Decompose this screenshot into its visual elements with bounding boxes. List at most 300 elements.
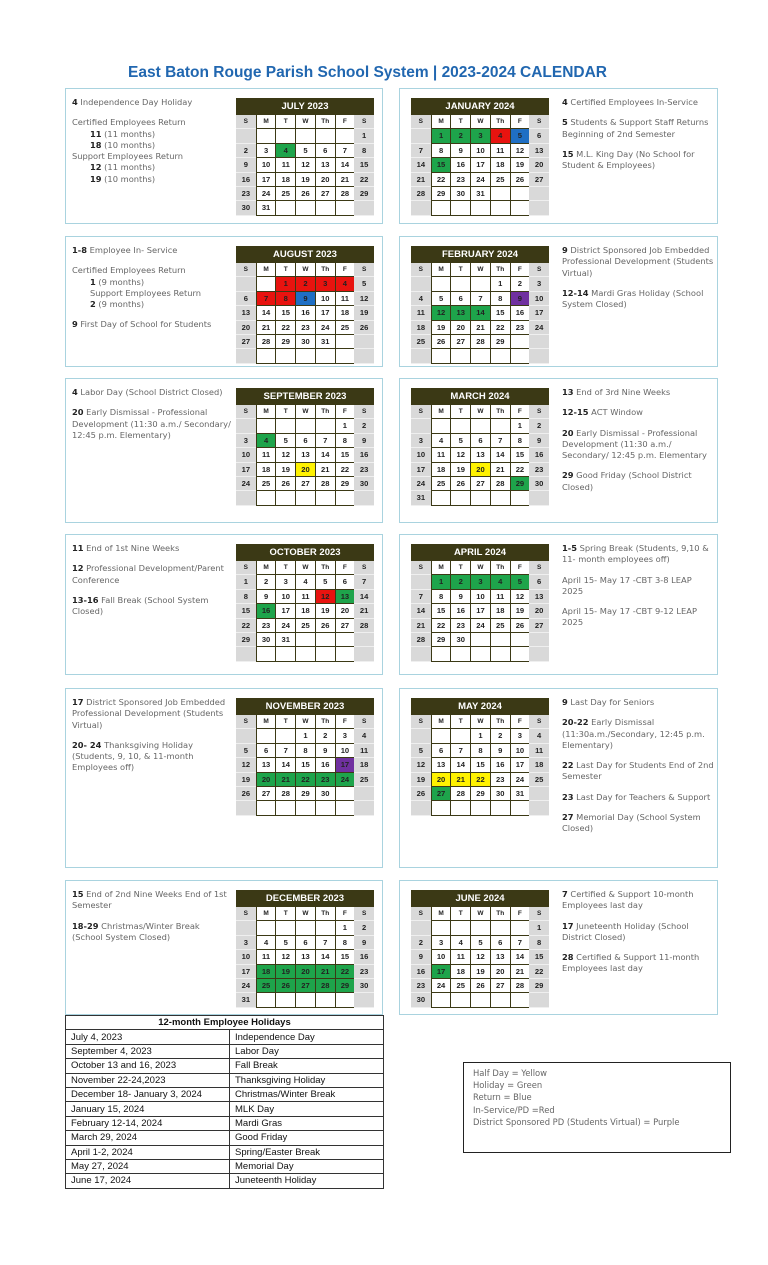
note-date: 11: [72, 543, 84, 553]
day-cell: 16: [450, 158, 470, 172]
day-cell: 1: [295, 729, 315, 743]
holiday-name: Thanksgiving Holiday: [230, 1073, 384, 1087]
weekday-header: S: [354, 561, 374, 575]
empty-cell: [354, 335, 374, 349]
note-date: 29: [562, 470, 574, 481]
day-cell: 10: [335, 744, 355, 758]
day-cell: 30: [450, 187, 470, 201]
day-cell: 19: [411, 773, 431, 787]
day-cell: 6: [335, 575, 355, 589]
day-cell: 5: [470, 936, 490, 950]
note-date: 17: [72, 697, 84, 707]
note-item: [562, 149, 714, 172]
day-cell: 20: [470, 463, 490, 477]
day-cell: 2: [510, 277, 530, 291]
empty-cell: [315, 993, 335, 1007]
day-cell: 24: [411, 477, 431, 491]
note-date: 20-22: [562, 717, 589, 728]
day-cell: 6: [529, 129, 549, 143]
day-cell: 29: [431, 633, 451, 647]
day-cell: 3: [431, 936, 451, 950]
day-cell: 30: [450, 633, 470, 647]
holiday-name: Juneteenth Holiday: [230, 1174, 384, 1188]
day-cell: 13: [470, 448, 490, 462]
note-text: End of 3rd Nine Weeks: [573, 387, 671, 397]
empty-cell: [411, 729, 431, 743]
weekday-header: S: [411, 115, 431, 129]
day-cell: 20: [315, 173, 335, 187]
note-item: [562, 812, 714, 835]
weekday-header: W: [295, 907, 315, 921]
note-item: [562, 792, 714, 803]
empty-cell: [470, 491, 490, 505]
note-date: 9: [72, 319, 78, 330]
day-cell: 3: [470, 575, 490, 589]
note-date: 11: [90, 128, 102, 139]
weekday-header: F: [510, 907, 530, 921]
day-cell: 18: [295, 604, 315, 618]
day-cell: 24: [315, 321, 335, 335]
empty-cell: [490, 801, 510, 815]
day-cell: 1: [335, 419, 355, 433]
empty-cell: [450, 801, 470, 815]
weekday-header: W: [470, 263, 490, 277]
month-notes: [72, 97, 232, 194]
weekday-header: S: [411, 907, 431, 921]
day-cell: 1: [236, 575, 256, 589]
month-calendar: [411, 388, 549, 506]
note-date: 23: [562, 791, 574, 802]
weekday-header: W: [295, 405, 315, 419]
day-cell: 10: [431, 950, 451, 964]
month-notes: [562, 387, 714, 502]
day-cell: 27: [315, 187, 335, 201]
day-cell: 4: [490, 575, 510, 589]
empty-cell: [295, 201, 315, 215]
day-cell: 8: [275, 292, 295, 306]
day-cell: 12: [236, 758, 256, 772]
day-cell: 2: [315, 729, 335, 743]
day-cell: 27: [431, 787, 451, 801]
calendar-grid: [411, 907, 549, 1008]
empty-cell: [236, 349, 256, 363]
weekday-header: S: [529, 263, 549, 277]
day-cell: 12: [275, 448, 295, 462]
day-cell: 30: [411, 993, 431, 1007]
weekday-header: T: [450, 263, 470, 277]
day-cell: 9: [295, 292, 315, 306]
day-cell: 30: [295, 335, 315, 349]
day-cell: 19: [431, 321, 451, 335]
day-cell: 17: [256, 173, 276, 187]
note-date: 7: [562, 889, 568, 899]
day-cell: 18: [256, 463, 276, 477]
day-cell: 12: [275, 950, 295, 964]
day-cell: 1: [470, 729, 490, 743]
holiday-name: Memorial Day: [230, 1159, 384, 1173]
day-cell: 18: [431, 463, 451, 477]
note-item: [562, 428, 714, 462]
day-cell: 21: [315, 965, 335, 979]
empty-cell: [529, 335, 549, 349]
day-cell: 29: [295, 787, 315, 801]
day-cell: 7: [510, 936, 530, 950]
day-cell: 5: [295, 144, 315, 158]
day-cell: 16: [354, 950, 374, 964]
empty-cell: [450, 491, 470, 505]
weekday-header: Th: [490, 907, 510, 921]
day-cell: 23: [295, 321, 315, 335]
calendar-grid: [236, 715, 374, 816]
day-cell: 29: [431, 187, 451, 201]
empty-cell: [256, 993, 276, 1007]
day-cell: 6: [450, 292, 470, 306]
note-item: [72, 265, 232, 276]
note-text: Certified Employees In-Service: [567, 97, 698, 107]
empty-cell: [411, 575, 431, 589]
empty-cell: [256, 801, 276, 815]
color-legend: [463, 1062, 731, 1153]
month-calendar: [236, 698, 374, 816]
day-cell: 15: [335, 448, 355, 462]
day-cell: 23: [256, 619, 276, 633]
day-cell: 12: [295, 158, 315, 172]
weekday-header: Th: [490, 115, 510, 129]
day-cell: 16: [315, 758, 335, 772]
day-cell: 11: [295, 590, 315, 604]
month-title: JANUARY 2024: [411, 98, 549, 115]
empty-cell: [275, 491, 295, 505]
weekday-header: T: [450, 405, 470, 419]
note-date: 12: [72, 563, 84, 574]
empty-cell: [510, 201, 530, 215]
day-cell: 29: [470, 787, 490, 801]
holiday-row: [66, 1087, 384, 1101]
day-cell: 18: [490, 604, 510, 618]
empty-cell: [335, 201, 355, 215]
day-cell: 14: [354, 590, 374, 604]
empty-cell: [490, 201, 510, 215]
day-cell: 11: [256, 950, 276, 964]
legend-item: In-Service/PD =Red: [473, 1104, 555, 1115]
day-cell: 4: [354, 729, 374, 743]
day-cell: 25: [490, 173, 510, 187]
note-item: [72, 151, 232, 162]
day-cell: 31: [315, 335, 335, 349]
empty-cell: [236, 491, 256, 505]
empty-cell: [275, 647, 295, 661]
day-cell: 13: [450, 306, 470, 320]
day-cell: 15: [236, 604, 256, 618]
weekday-header: T: [450, 715, 470, 729]
holiday-row: [66, 1102, 384, 1116]
note-date: 18-29: [72, 920, 99, 931]
note-text: Good Friday (School District Closed): [562, 470, 692, 492]
empty-cell: [275, 129, 295, 143]
note-text: Last Day for Teachers & Support: [573, 791, 711, 802]
calendar-grid: [236, 405, 374, 506]
note-text: Last Day for Seniors: [567, 697, 655, 707]
day-cell: 26: [450, 477, 470, 491]
weekday-header: Th: [315, 115, 335, 129]
day-cell: 12: [510, 590, 530, 604]
note-text: April 15- May 17 -CBT 3-8 LEAP 2025: [562, 574, 692, 596]
note-text: ACT Window: [588, 407, 643, 418]
month-notes: [72, 889, 232, 952]
weekday-header: Th: [315, 263, 335, 277]
day-cell: 18: [411, 321, 431, 335]
note-text: (11 months): [101, 128, 156, 139]
empty-cell: [315, 419, 335, 433]
note-text: End of 2nd Nine Weeks End of 1st Semester: [72, 889, 227, 911]
empty-cell: [295, 491, 315, 505]
day-cell: 3: [510, 729, 530, 743]
day-cell: 2: [354, 419, 374, 433]
weekday-header: F: [335, 115, 355, 129]
day-cell: 12: [450, 448, 470, 462]
empty-cell: [470, 921, 490, 935]
holidays-table: [65, 1015, 384, 1189]
note-text: Certified Employees Return: [72, 117, 186, 128]
month-panel: [399, 880, 718, 1015]
day-cell: 15: [470, 758, 490, 772]
day-cell: 8: [470, 744, 490, 758]
empty-cell: [295, 993, 315, 1007]
empty-cell: [335, 491, 355, 505]
day-cell: 5: [431, 292, 451, 306]
empty-cell: [354, 801, 374, 815]
day-cell: 21: [256, 321, 276, 335]
note-item: [72, 277, 232, 288]
day-cell: 3: [335, 729, 355, 743]
day-cell: 27: [470, 477, 490, 491]
holiday-row: [66, 1145, 384, 1159]
note-text: Professional Development/Parent Conference: [72, 563, 224, 585]
day-cell: 28: [490, 477, 510, 491]
day-cell: 14: [256, 306, 276, 320]
empty-cell: [236, 277, 256, 291]
note-text: Support Employees Return: [90, 287, 202, 298]
day-cell: 7: [470, 292, 490, 306]
weekday-header: M: [431, 405, 451, 419]
day-cell: 26: [354, 321, 374, 335]
calendar-grid: [411, 715, 549, 816]
day-cell: 20: [295, 463, 315, 477]
holiday-name: Independence Day: [230, 1030, 384, 1044]
empty-cell: [236, 129, 256, 143]
empty-cell: [470, 277, 490, 291]
empty-cell: [295, 419, 315, 433]
day-cell: 26: [275, 979, 295, 993]
month-title: FEBRUARY 2024: [411, 246, 549, 263]
weekday-header: M: [431, 715, 451, 729]
note-item: [562, 697, 714, 708]
day-cell: 28: [315, 979, 335, 993]
calendar-grid: [236, 263, 374, 364]
note-text: Spring Break (Students, 9,10 & 11- month employees off): [562, 543, 709, 565]
day-cell: 18: [529, 758, 549, 772]
note-item: [72, 563, 232, 586]
weekday-header: S: [236, 907, 256, 921]
month-calendar: [236, 388, 374, 506]
note-text: Mardi Gras Holiday (School System Closed): [562, 287, 704, 310]
month-panel: [399, 534, 718, 675]
month-title: MAY 2024: [411, 698, 549, 715]
day-cell: 14: [315, 448, 335, 462]
empty-cell: [510, 921, 530, 935]
day-cell: 23: [411, 979, 431, 993]
note-text: Christmas/Winter Break (School System Closed): [72, 920, 200, 942]
day-cell: 22: [236, 619, 256, 633]
month-notes: [72, 697, 232, 783]
empty-cell: [315, 129, 335, 143]
weekday-header: T: [450, 561, 470, 575]
empty-cell: [236, 921, 256, 935]
holiday-name: Fall Break: [230, 1059, 384, 1073]
day-cell: 12: [354, 292, 374, 306]
day-cell: 4: [256, 936, 276, 950]
day-cell: 19: [275, 463, 295, 477]
day-cell: 31: [470, 187, 490, 201]
legend-item: District Sponsored PD (Students Virtual) = Purple: [473, 1116, 680, 1127]
day-cell: 4: [411, 292, 431, 306]
day-cell: 23: [315, 773, 335, 787]
empty-cell: [529, 201, 549, 215]
day-cell: 21: [275, 773, 295, 787]
day-cell: 9: [510, 292, 530, 306]
day-cell: 13: [490, 950, 510, 964]
empty-cell: [236, 647, 256, 661]
holiday-date: October 13 and 16, 2023: [66, 1059, 230, 1073]
empty-cell: [470, 647, 490, 661]
empty-cell: [450, 419, 470, 433]
note-date: 20: [562, 427, 574, 438]
day-cell: 15: [335, 950, 355, 964]
weekday-header: S: [236, 115, 256, 129]
note-date: 2: [90, 299, 96, 310]
day-cell: 26: [295, 187, 315, 201]
month-calendar: [411, 698, 549, 816]
empty-cell: [431, 729, 451, 743]
month-panel: [65, 88, 383, 224]
day-cell: 12: [411, 758, 431, 772]
weekday-header: F: [510, 263, 530, 277]
day-cell: 31: [411, 491, 431, 505]
weekday-header: S: [236, 263, 256, 277]
weekday-header: M: [256, 907, 276, 921]
empty-cell: [315, 491, 335, 505]
day-cell: 21: [354, 604, 374, 618]
day-cell: 24: [470, 173, 490, 187]
day-cell: 29: [510, 477, 530, 491]
empty-cell: [411, 921, 431, 935]
note-item: [562, 407, 714, 418]
empty-cell: [490, 993, 510, 1007]
day-cell: 9: [236, 158, 256, 172]
day-cell: 28: [411, 633, 431, 647]
day-cell: 18: [335, 306, 355, 320]
note-date: 13: [562, 387, 574, 397]
empty-cell: [510, 633, 530, 647]
day-cell: 20: [490, 965, 510, 979]
day-cell: 22: [490, 321, 510, 335]
day-cell: 22: [510, 463, 530, 477]
month-panel: [65, 534, 383, 675]
weekday-header: S: [411, 263, 431, 277]
day-cell: 8: [354, 144, 374, 158]
day-cell: 5: [275, 936, 295, 950]
note-item: [72, 174, 232, 185]
day-cell: 22: [529, 965, 549, 979]
weekday-header: W: [295, 115, 315, 129]
day-cell: 26: [411, 787, 431, 801]
month-calendar: [236, 544, 374, 662]
note-item: [562, 889, 714, 912]
day-cell: 3: [236, 434, 256, 448]
empty-cell: [295, 129, 315, 143]
day-cell: 20: [295, 965, 315, 979]
holiday-row: [66, 1059, 384, 1073]
note-item: [562, 760, 714, 783]
day-cell: 13: [315, 158, 335, 172]
empty-cell: [256, 491, 276, 505]
weekday-header: F: [510, 115, 530, 129]
day-cell: 22: [431, 619, 451, 633]
month-panel: [399, 378, 718, 523]
note-item: [72, 129, 232, 140]
day-cell: 20: [450, 321, 470, 335]
day-cell: 15: [510, 448, 530, 462]
day-cell: 25: [431, 477, 451, 491]
note-item: [562, 387, 714, 398]
month-calendar: [411, 544, 549, 662]
empty-cell: [431, 993, 451, 1007]
day-cell: 17: [470, 604, 490, 618]
day-cell: 30: [315, 787, 335, 801]
day-cell: 30: [490, 787, 510, 801]
month-notes: [72, 245, 232, 340]
day-cell: 11: [275, 158, 295, 172]
day-cell: 23: [354, 965, 374, 979]
holiday-row: [66, 1030, 384, 1044]
note-item: [562, 117, 714, 140]
weekday-header: F: [510, 561, 530, 575]
day-cell: 31: [510, 787, 530, 801]
day-cell: 31: [275, 633, 295, 647]
day-cell: 19: [450, 463, 470, 477]
day-cell: 3: [275, 575, 295, 589]
empty-cell: [431, 647, 451, 661]
empty-cell: [450, 993, 470, 1007]
day-cell: 14: [335, 158, 355, 172]
empty-cell: [275, 349, 295, 363]
note-text: Students & Support Staff Returns Beginning of 2nd Semester: [562, 117, 709, 139]
day-cell: 17: [236, 965, 256, 979]
note-date: 20- 24: [72, 739, 102, 750]
day-cell: 29: [275, 335, 295, 349]
day-cell: 6: [256, 744, 276, 758]
day-cell: 3: [256, 144, 276, 158]
empty-cell: [315, 801, 335, 815]
day-cell: 23: [450, 619, 470, 633]
holiday-date: June 17, 2024: [66, 1174, 230, 1188]
day-cell: 1: [431, 575, 451, 589]
empty-cell: [256, 921, 276, 935]
legend-item: Half Day = Yellow: [473, 1068, 548, 1078]
day-cell: 10: [236, 448, 256, 462]
day-cell: 30: [256, 633, 276, 647]
weekday-header: Th: [315, 715, 335, 729]
